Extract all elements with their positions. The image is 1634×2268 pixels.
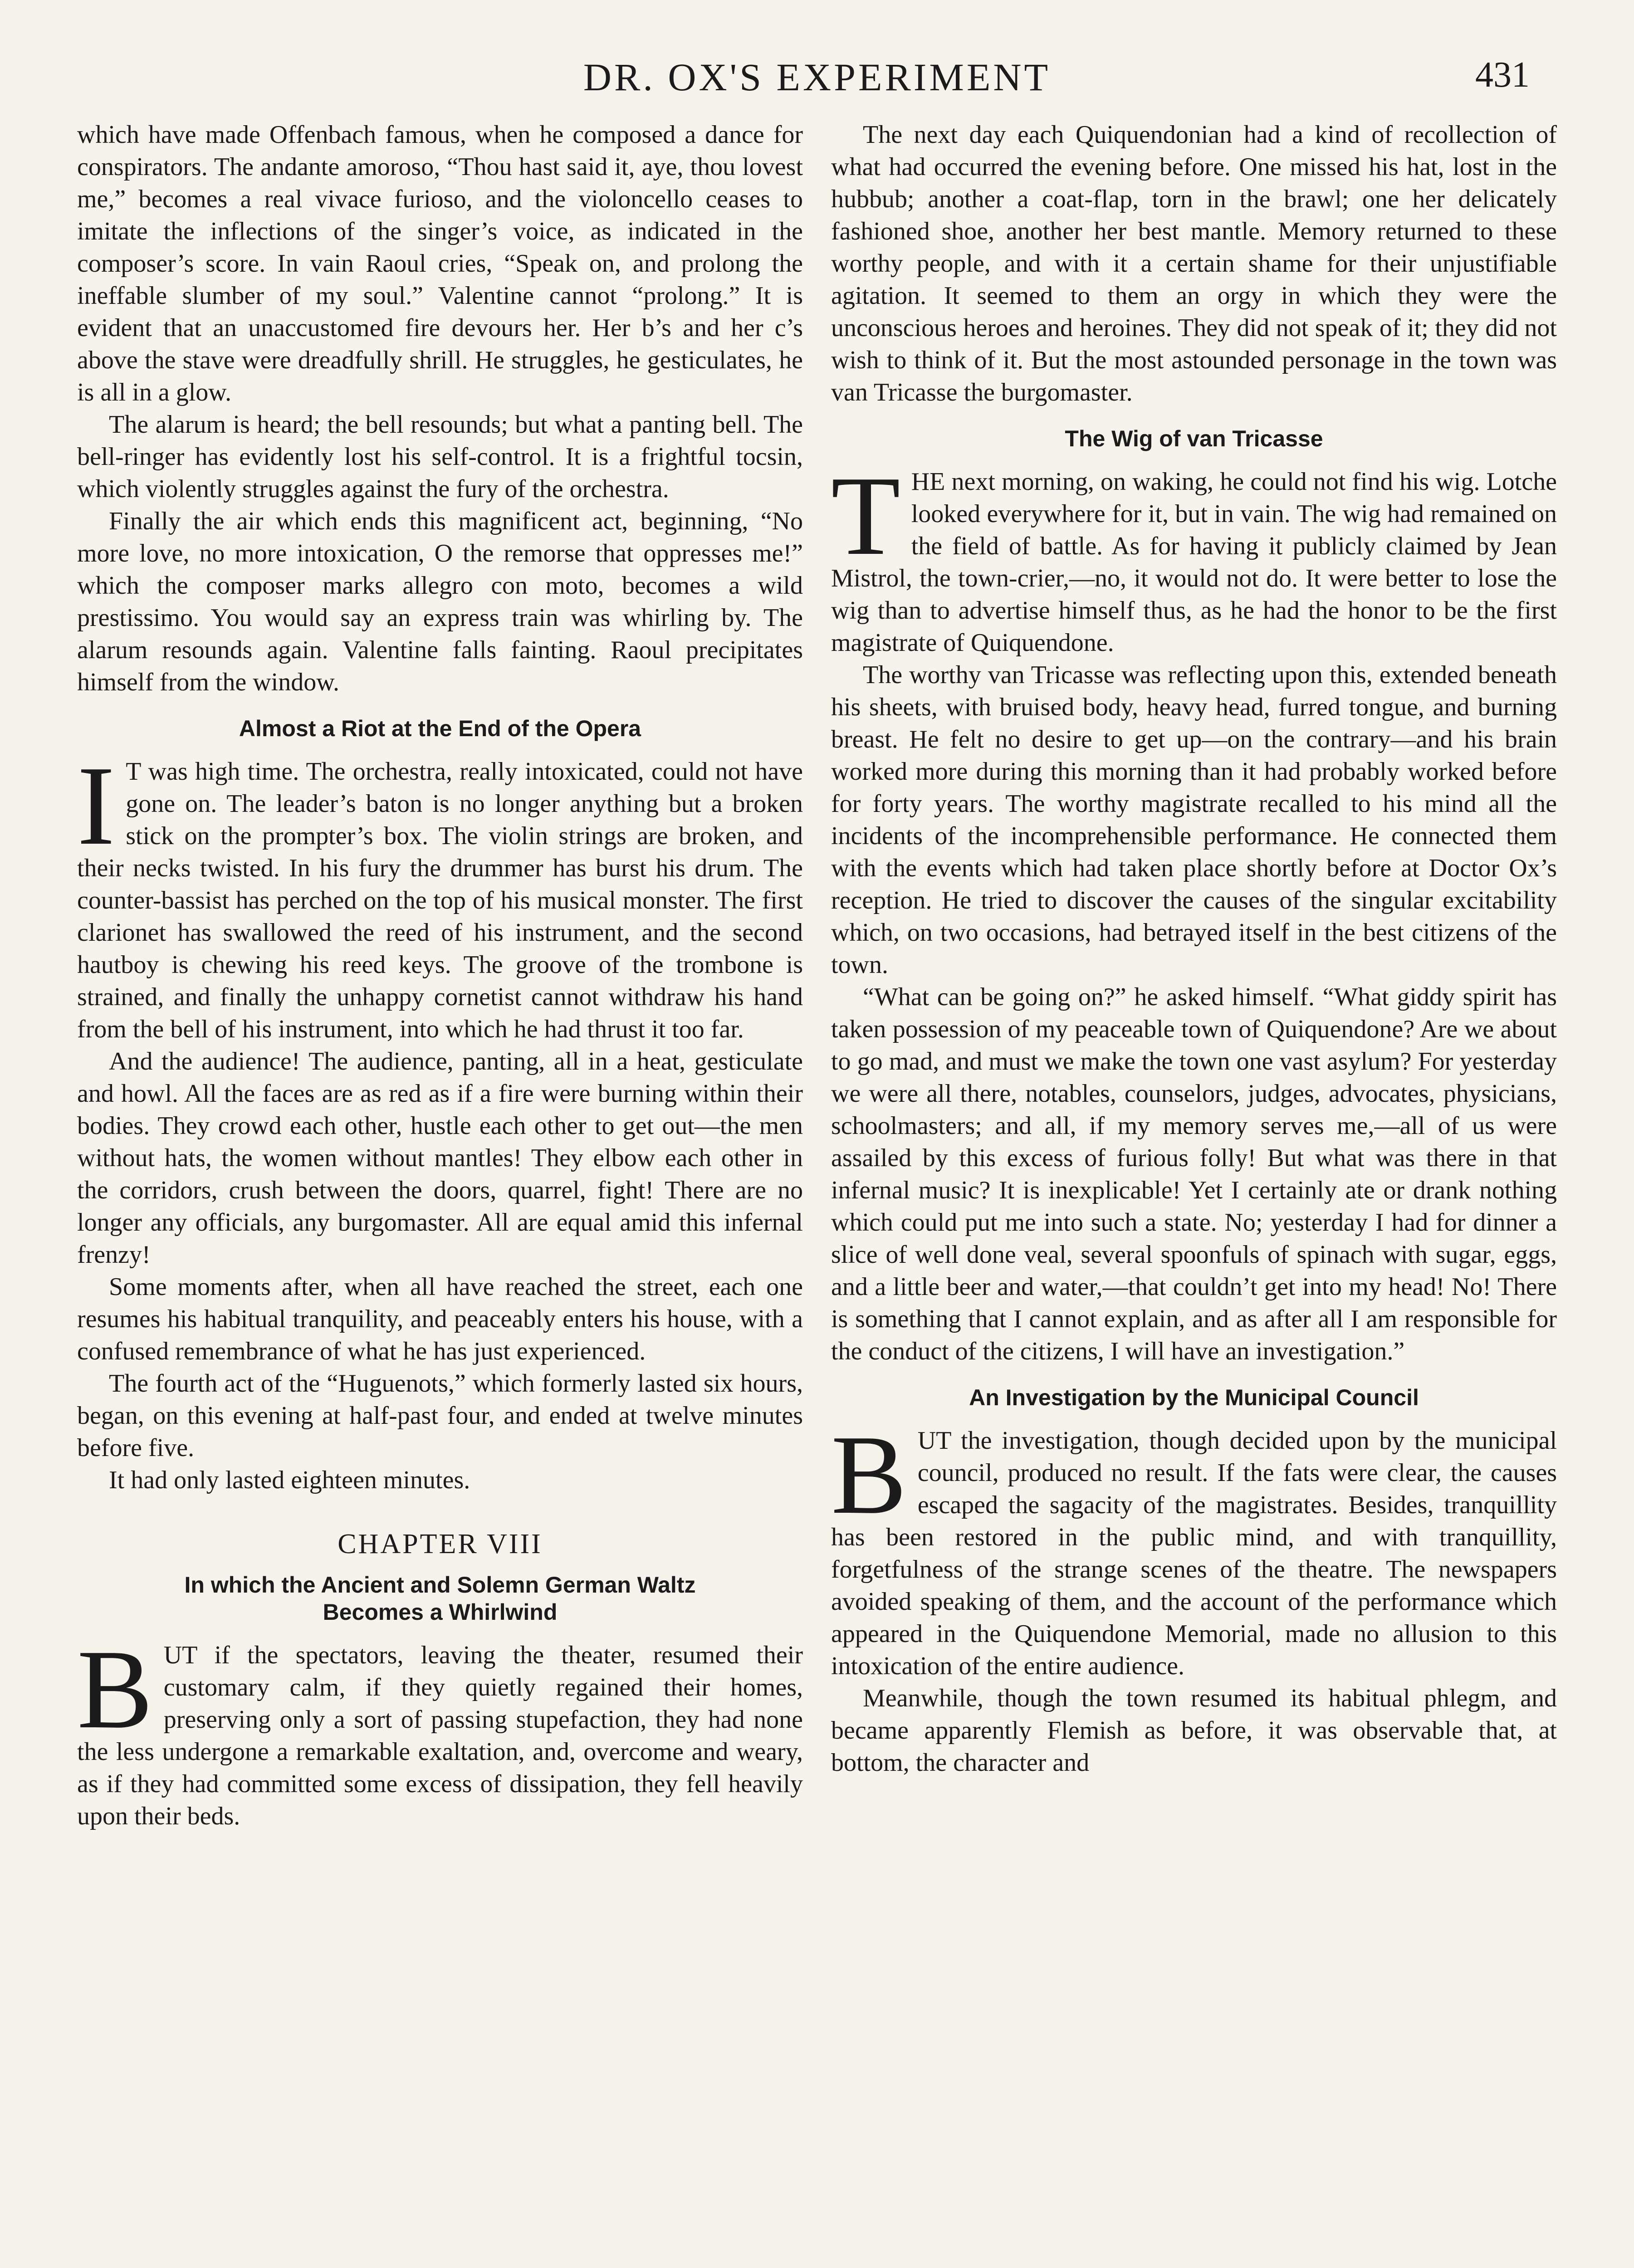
- section-subhead: Almost a Riot at the End of the Opera: [239, 716, 641, 741]
- paragraph: The worthy van Tricasse was reflecting upon this, extended beneath his sheets, with bruised body, heavy head, furred tongue, and burning breast. He felt no desire to get up—on the contrary—and his brain worked more during this morning than it had probably worked before for forty years. The worthy magistrate recalled to his mind all the incidents of the incomprehensible performance. He connected them with the events which had taken place shortly before at Doctor Ox’s reception. He tried to discover the causes of the singular excitability which, on two occasions, had betrayed itself in the best citizens of the town.: [831, 661, 1557, 979]
- paragraph-text: HE next morning, on waking, he could not find his wig. Lotche looked everywhere for it, but in vain. The wig had remained on the field of battle. As for having it publicly claimed by Jean Mistrol, the town-crier,—no, it would not do. It were better to lose the wig than to advertise himself thus, as he had the honor to be the first magistrate of Quiquendone.: [831, 468, 1557, 657]
- chapter-subtitle-line: In which the Ancient and Solemn German Waltz: [184, 1572, 696, 1598]
- drop-cap: T: [831, 453, 900, 579]
- drop-cap: I: [77, 743, 115, 869]
- dropcap-paragraph: [831, 1412, 1557, 1682]
- paragraph-text: UT the investigation, though decided upon by the municipal council, produced no result. If the fats were clear, the causes escaped the sagacity of the magistrates. Besides, tranquillity has been restored in the public mind, and with tranquillity, forgetfulness of the strange scenes of the theatre. The newspapers avoided speaking of them, and the account of the performance which appeared in the Quiquendone Memorial, made no allusion to this intoxication of the entire audience.: [831, 1427, 1557, 1680]
- page-number: 431: [1475, 55, 1530, 95]
- dropcap-paragraph: [77, 743, 803, 1046]
- drop-cap: B: [831, 1412, 907, 1538]
- chapter-subtitle: [77, 1571, 803, 1626]
- running-title: DR. OX'S EXPERIMENT: [583, 55, 1051, 99]
- chapter-subtitle-line: Becomes a Whirlwind: [323, 1599, 558, 1625]
- dropcap-paragraph: [831, 453, 1557, 659]
- paragraph: “What can be going on?” he asked himself. “What giddy spirit has taken possession of my peaceable town of Quiquendone? Are we about to go mad, and must we make the town one vast asylum? For yesterday we were all there, notables, counselors, judges, advocates, physicians, schoolmasters; and all, if my memory serves me,—all of us were assailed by this excess of furious folly! But what was there in that infernal music? It is inexplicable! Yet I certainly ate or drank nothing which could put me into such a state. No; yesterday I had for dinner a slice of well done veal, several spoonfuls of spinach with sugar, eggs, and a little beer and water,—that couldn’t get into my head! No! There is something that I cannot explain, and as after all I am responsible for the conduct of the citizens, I will have an investigation.”: [831, 983, 1557, 1365]
- paragraph: The next day each Quiquendonian had a kind of recollection of what had occurred the evening before. One missed his hat, lost in the hubbub; another a coat-flap, torn in the brawl; one her delicately fashioned shoe, another her best mantle. Memory returned to these worthy people, and with it a certain shame for their unjustifiable agitation. It seemed to them an orgy in which they were the unconscious heroes and heroines. They did not speak of it; they did not wish to think of it. But the most astounded personage in the town was van Tricasse the burgomaster.: [831, 121, 1557, 406]
- paragraph: which have made Offenbach famous, when he composed a dance for conspirators. The andante amoroso, “Thou hast said it, aye, thou lovest me,” becomes a real vivace furioso, and the violoncello ceases to imitate the inflections of the singer’s voice, as indicated in the composer’s score. In vain Raoul cries, “Speak on, and prolong the ineffable slumber of my soul.” Valentine cannot “prolong.” It is evident that an unaccustomed fire devours her. Her b’s and her c’s above the stave were dreadfully shrill. He struggles, he gesticulates, he is all in a glow.: [77, 121, 803, 406]
- paragraph: And the audience! The audience, panting, all in a heat, gesticulate and howl. All the faces are as red as if a fire were burning within their bodies. They crowd each other, hustle each other to get out—the men without hats, the women without mantles! They elbow each other in the corridors, crush between the doors, quarrel, fight! There are no longer any officials, any burgomaster. All are equal amid this infernal frenzy!: [77, 1047, 803, 1269]
- paragraph-text: T was high time. The orchestra, really intoxicated, could not have gone on. The leader’s baton is no longer anything but a broken stick on the prompter’s box. The violin strings are broken, and their necks twisted. In his fury the drummer has burst his drum. The counter-bassist has perched on the top of his musical monster. The first clarionet has swallowed the reed of his instrument, and the second hautboy is chewing his reed keys. The groove of the trombone is strained, and finally the unhappy cornetist cannot withdraw his hand from the bell of his instrument, into which he had thrust it too far.: [77, 758, 803, 1043]
- paragraph: Finally the air which ends this magnificent act, beginning, “No more love, no more intoxication, O the remorse that oppresses me!” which the composer marks allegro con moto, becomes a wild prestissimo. You would say an express train was whirling by. The alarum resounds again. Valentine falls fainting. Raoul precipitates himself from the window.: [77, 507, 803, 696]
- paragraph: The alarum is heard; the bell resounds; but what a panting bell. The bell-ringer has evidently lost his self-control. It is a frightful tocsin, which violently struggles against the fury of the orchestra.: [77, 411, 803, 503]
- paragraph: The fourth act of the “Huguenots,” which formerly lasted six hours, began, on this evening at half-past four, and ended at twelve minutes before five.: [77, 1369, 803, 1462]
- left-column: [77, 119, 803, 1833]
- chapter-heading: CHAPTER VIII: [338, 1529, 543, 1559]
- paragraph: It had only lasted eighteen minutes.: [109, 1466, 470, 1494]
- paragraph: Meanwhile, though the town resumed its habitual phlegm, and became apparently Flemish as before, it was observable that, at bottom, the character and: [831, 1684, 1557, 1777]
- page-header: [77, 54, 1557, 104]
- paragraph: Some moments after, when all have reached the street, each one resumes his habitual tranquility, and peaceably enters his house, with a confused remembrance of what he has just experienced.: [77, 1273, 803, 1365]
- section-subhead: An Investigation by the Municipal Council: [969, 1385, 1419, 1410]
- right-column: [831, 119, 1557, 1779]
- dropcap-paragraph: [77, 1627, 803, 1833]
- paragraph-text: UT if the spectators, leaving the theater, resumed their customary calm, if they quietly regained their homes, preserving only a sort of passing stupefaction, they had none the less undergone a remarkable exaltation, and, overcome and weary, as if they had committed some excess of dissipation, they fell heavily upon their beds.: [77, 1641, 803, 1830]
- drop-cap: B: [77, 1627, 153, 1752]
- section-subhead: The Wig of van Tricasse: [1065, 426, 1323, 451]
